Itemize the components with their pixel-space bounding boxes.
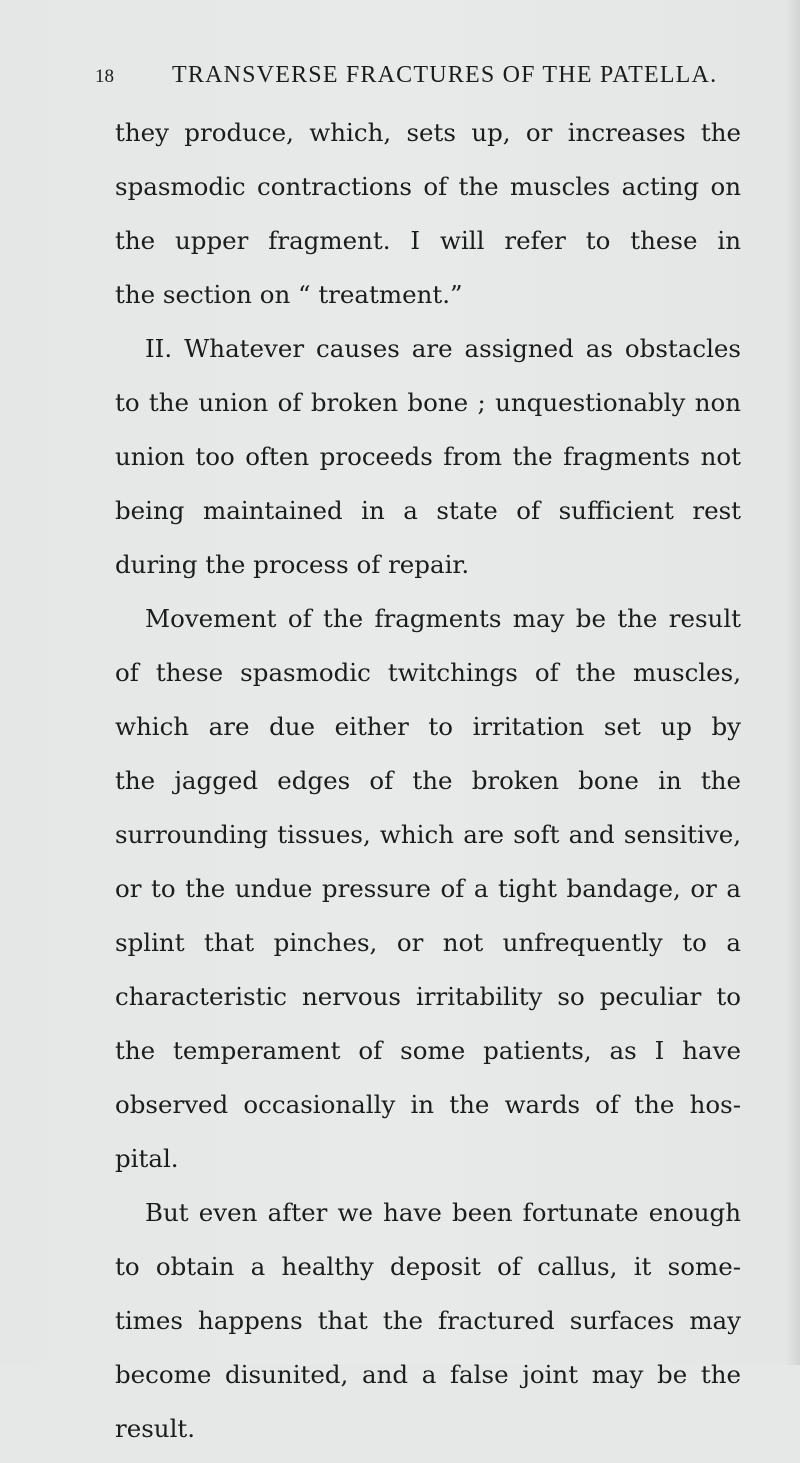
- text-line: or to the undue pressure of a tight bandage, or a: [115, 874, 741, 903]
- text-line: of these spasmodic twitchings of the muscles,: [115, 658, 741, 687]
- text-line: being maintained in a state of sufficient rest: [115, 496, 741, 525]
- running-head: [95, 62, 718, 92]
- text-line: times happens that the fractured surfaces may: [115, 1306, 741, 1335]
- text-line: the temperament of some patients, as I have: [115, 1036, 741, 1065]
- text-line: become disunited, and a false joint may be the: [115, 1360, 741, 1389]
- page-edge-shadow: [786, 0, 800, 1365]
- text-line: to obtain a healthy deposit of callus, it some-: [115, 1252, 741, 1281]
- text-line: splint that pinches, or not unfrequently to a: [115, 928, 741, 957]
- text-line: during the process of repair.: [115, 550, 470, 579]
- text-line: characteristic nervous irritability so peculiar to: [115, 982, 741, 1011]
- text-line: to the union of broken bone ; unquestionably non: [115, 388, 741, 417]
- page-number: 18: [95, 66, 114, 87]
- text-line: they produce, which, sets up, or increases the: [115, 118, 741, 147]
- running-title: TRANSVERSE FRACTURES OF THE PATELLA.: [172, 62, 718, 88]
- text-line: observed occasionally in the wards of the hos-: [115, 1090, 741, 1119]
- text-line: Movement of the fragments may be the result: [145, 604, 741, 633]
- text-line: surrounding tissues, which are soft and sensitive,: [115, 820, 741, 849]
- text-line: the section on “ treatment.”: [115, 280, 463, 309]
- text-line: the jagged edges of the broken bone in the: [115, 766, 741, 795]
- text-line: the upper fragment. I will refer to these in: [115, 226, 741, 255]
- body-text: [115, 113, 741, 1463]
- text-line: spasmodic contractions of the muscles acting on: [115, 172, 741, 201]
- text-line: pital.: [115, 1144, 179, 1173]
- text-line: which are due either to irritation set up by: [115, 712, 741, 741]
- text-line: result.: [115, 1414, 196, 1443]
- text-line: II. Whatever causes are assigned as obstacles: [145, 334, 741, 363]
- text-line: union too often proceeds from the fragments not: [115, 442, 741, 471]
- text-line: But even after we have been fortunate enough: [145, 1198, 741, 1227]
